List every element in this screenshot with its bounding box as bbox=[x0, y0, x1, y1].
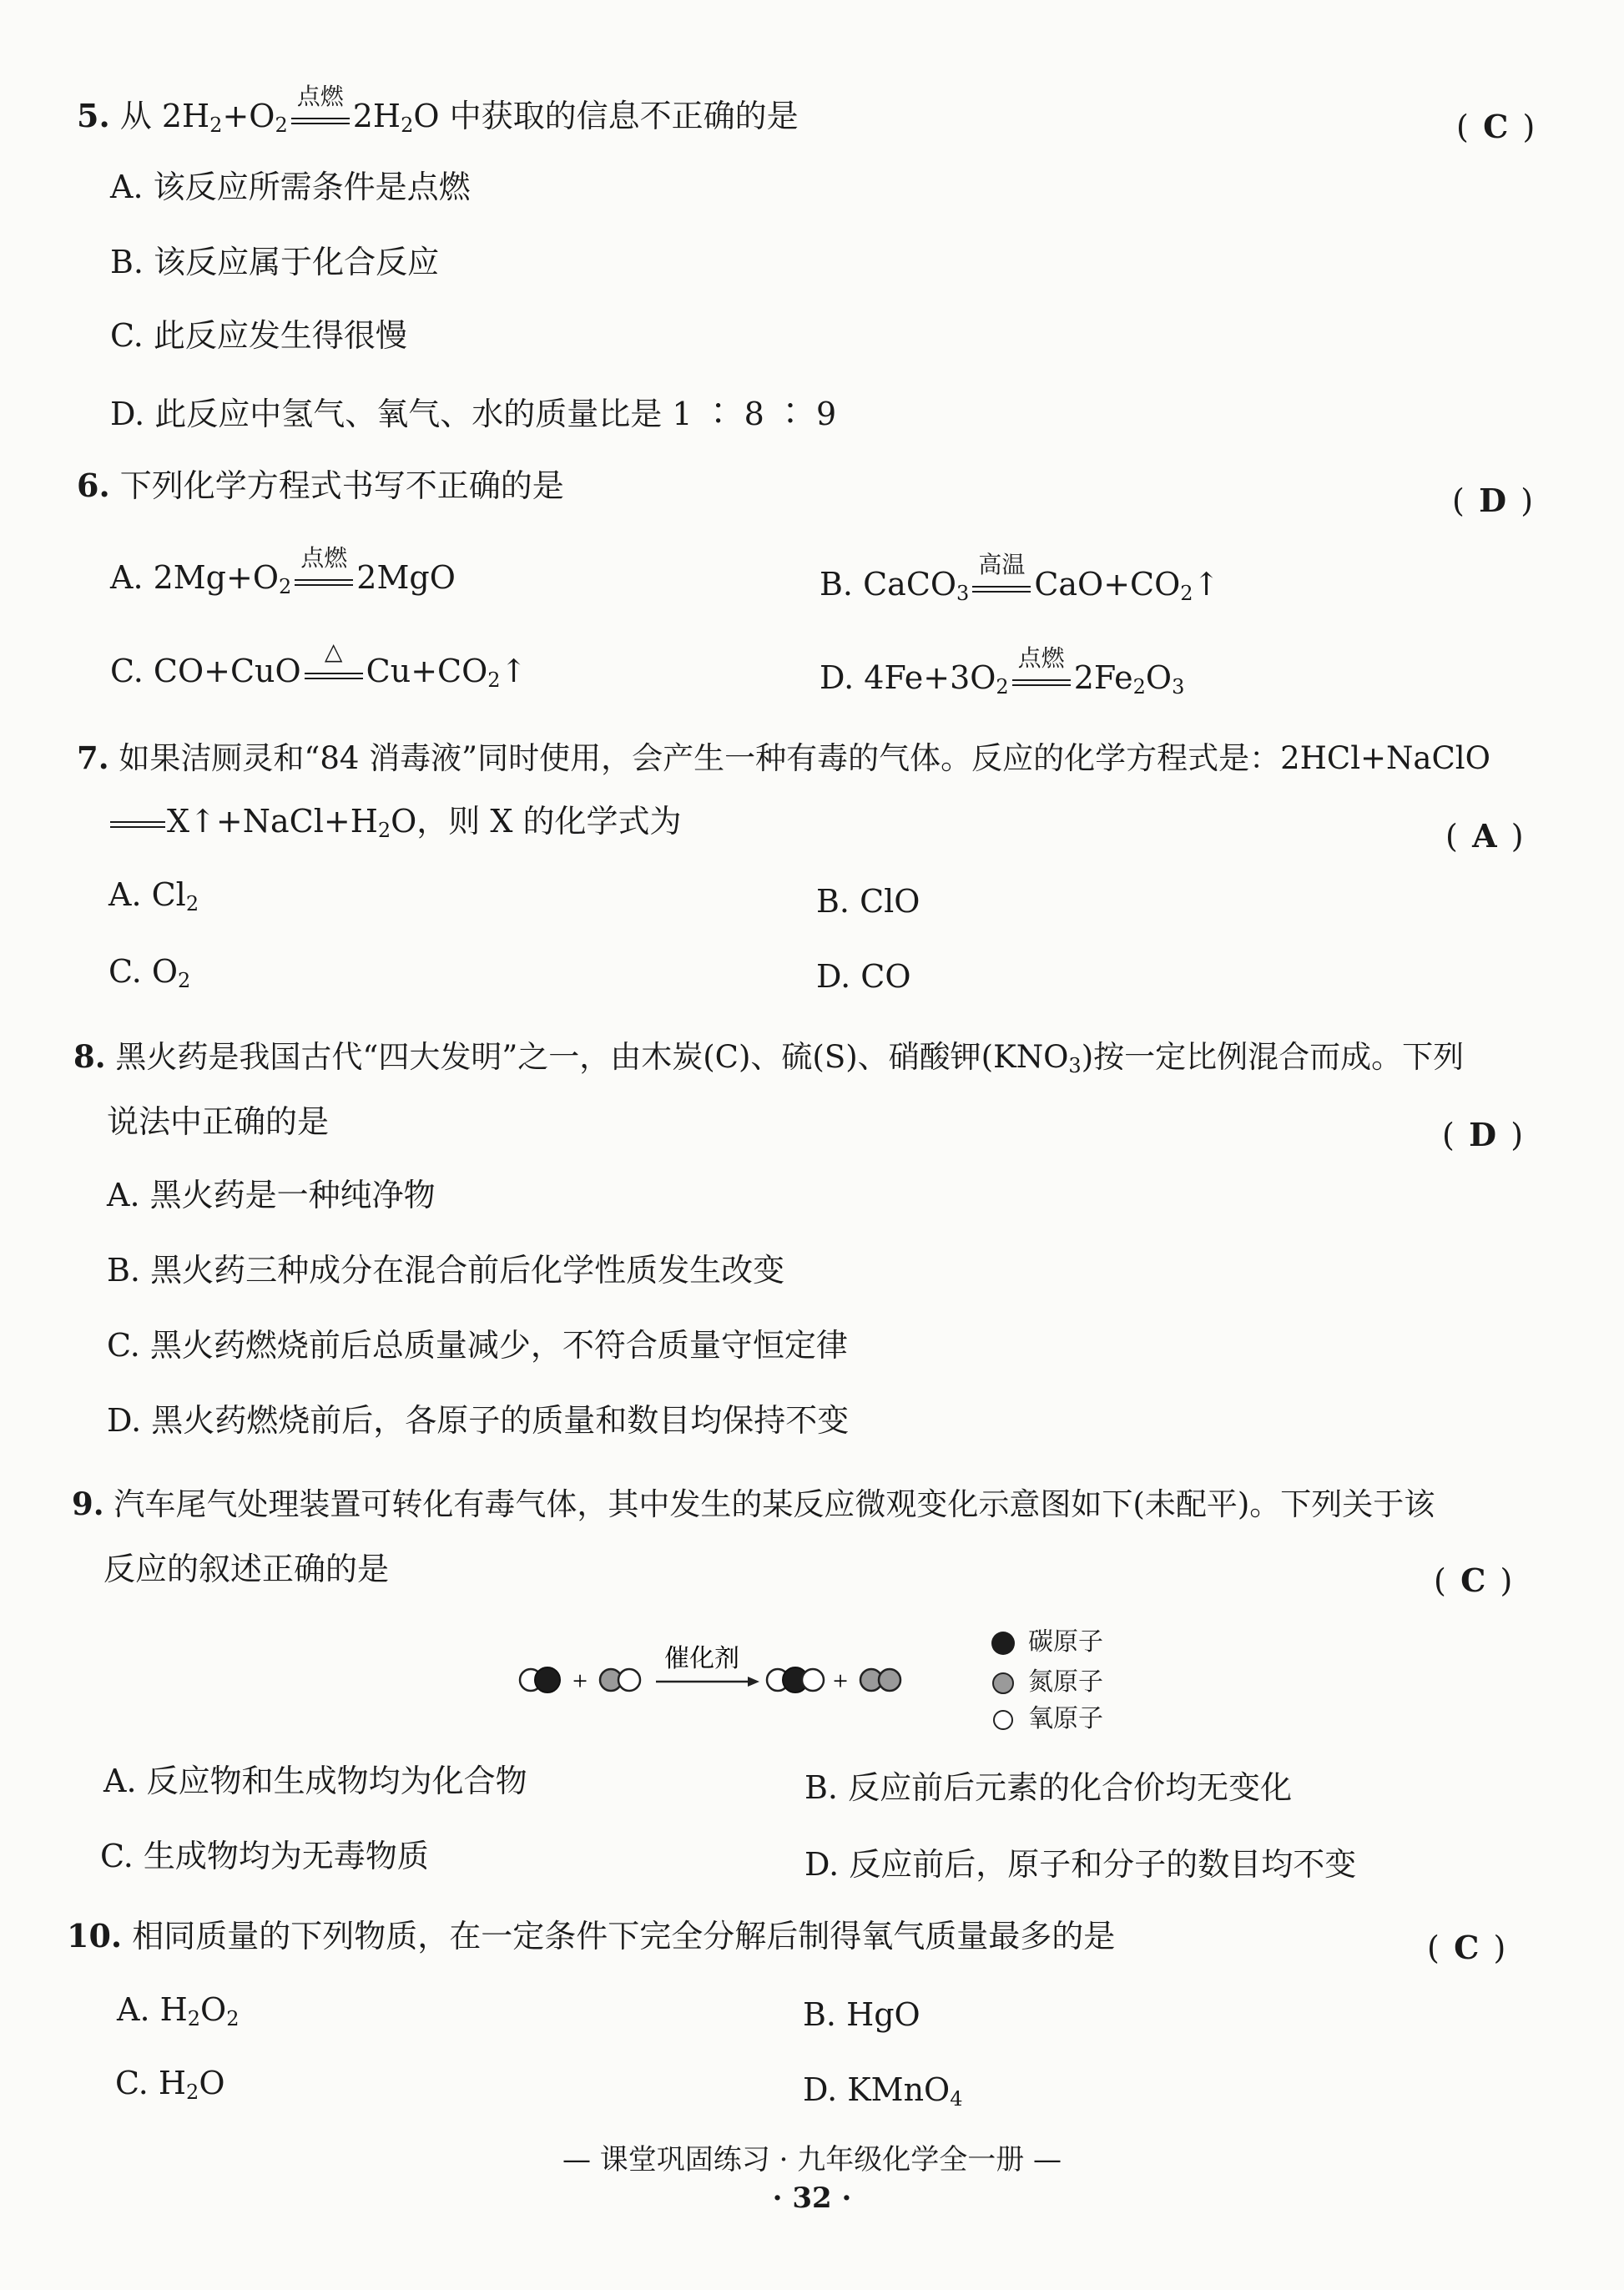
carbon-atom bbox=[535, 1667, 560, 1692]
nitrogen-atom bbox=[879, 1669, 900, 1691]
oxygen-atom bbox=[802, 1669, 824, 1691]
q7-option-c: C. $O_2$ bbox=[108, 953, 191, 992]
q9-stem-line2: 反应的叙述正确的是 bbox=[103, 1551, 390, 1587]
q5-option-c: C. 此反应发生得很慢 bbox=[110, 317, 407, 354]
q8-option-b: B. 黑火药三种成分在混合前后化学性质发生改变 bbox=[107, 1252, 785, 1289]
q5-stem: 5. 从 $2H_2+O_2$ 点燃 $2H_2O$ 中获取的信息不正确的是 bbox=[77, 83, 799, 137]
q5-answer: ( C ) bbox=[1456, 108, 1537, 145]
q8-option-a: A. 黑火药是一种纯净物 bbox=[107, 1177, 436, 1213]
q9-answer: ( C ) bbox=[1434, 1561, 1515, 1599]
legend-oxygen-icon bbox=[994, 1711, 1012, 1729]
arrow-head bbox=[748, 1677, 759, 1687]
molecule-diagram-svg bbox=[517, 1615, 1218, 1748]
q7-stem-line2: $X↑+NaCl+H_2O$，则 X 的化学式为 bbox=[108, 801, 682, 841]
q6-option-b: B. CaCO$_3$ 高温 $CaO+CO_2↑$ bbox=[820, 551, 1220, 605]
legend-carbon-icon bbox=[991, 1632, 1015, 1655]
plus-sign: + bbox=[833, 1666, 849, 1696]
reaction-microscopic-diagram bbox=[517, 1615, 1218, 1748]
legend-nitrogen-icon bbox=[993, 1673, 1013, 1693]
q9-stem-line1: 9. 汽车尾气处理装置可转化有毒气体，其中发生的某反应微观变化示意图如下(未配平)。下列关于该 bbox=[72, 1485, 1435, 1522]
q9-option-b: B. 反应前后元素的化合价均无变化 bbox=[804, 1769, 1293, 1806]
q8-option-d: D. 黑火药燃烧前后，各原子的质量和数目均保持不变 bbox=[107, 1402, 850, 1439]
q10-stem: 10. 相同质量的下列物质，在一定条件下完全分解后制得氧气质量最多的是 bbox=[67, 1917, 1116, 1955]
q6-answer: ( D ) bbox=[1452, 482, 1536, 519]
footer-title: — 课堂巩固练习 · 九年级化学全一册 — bbox=[562, 2143, 1062, 2177]
oxygen-atom bbox=[618, 1669, 640, 1691]
q6-stem: 6. 下列化学方程式书写不正确的是 bbox=[77, 467, 564, 504]
q9-option-d: D. 反应前后，原子和分子的数目均不变 bbox=[804, 1846, 1357, 1883]
q9-option-a: A. 反应物和生成物均为化合物 bbox=[103, 1763, 527, 1799]
q5-option-a: A. 该反应所需条件是点燃 bbox=[110, 169, 471, 205]
q9-option-c: C. 生成物均为无毒物质 bbox=[100, 1838, 429, 1874]
q7-stem-line1: 7. 如果洁厕灵和“84 消毒液”同时使用，会产生一种有毒的气体。反应的化学方程式是：2HCl+NaClO bbox=[77, 739, 1490, 776]
q5-option-d: D. 此反应中氢气、氧气、水的质量比是 1 ∶ 8 ∶ 9 bbox=[110, 396, 837, 432]
legend-carbon-label: 碳原子 bbox=[1028, 1627, 1103, 1657]
q7-option-b: B. ClO bbox=[816, 883, 920, 920]
q6-option-c: C. CO+CuO △ $Cu+CO_2↑$ bbox=[110, 638, 527, 692]
q10-option-c: C. $H_2O$ bbox=[115, 2065, 225, 2104]
q10-option-b: B. HgO bbox=[803, 1996, 920, 2033]
condition-arrow: 点燃 bbox=[290, 96, 351, 136]
q7-option-d: D. CO bbox=[816, 958, 911, 995]
q7-answer: ( A ) bbox=[1445, 817, 1526, 855]
q6-option-a: A. $2Mg+O_2$ 点燃 2MgO bbox=[110, 544, 456, 598]
q6-option-d: D. $4Fe+3O_2$ 点燃 $2Fe_2O_3$ bbox=[820, 644, 1185, 699]
legend-nitrogen-label: 氮原子 bbox=[1028, 1667, 1103, 1697]
q10-option-d: D. KMnO$_4$ bbox=[803, 2071, 963, 2111]
q7-option-a: A. $Cl_2$ bbox=[108, 876, 199, 915]
plus-sign: + bbox=[572, 1666, 588, 1696]
q8-option-c: C. 黑火药燃烧前后总质量减少，不符合质量守恒定律 bbox=[107, 1327, 848, 1364]
legend-oxygen-label: 氧原子 bbox=[1028, 1704, 1103, 1733]
page-number: · 32 · bbox=[772, 2182, 852, 2215]
q10-answer: ( C ) bbox=[1427, 1929, 1508, 1966]
q8-stem-line1: 8. 黑火药是我国古代“四大发明”之一，由木炭(C)、硫(S)、硝酸钾$(KNO_3)$按一定比例混合而成。下列 bbox=[73, 1038, 1465, 1077]
catalyst-label: 催化剂 bbox=[664, 1644, 739, 1673]
q10-option-a: A. $H_2O_2$ bbox=[117, 1991, 240, 2030]
q5-option-b: B. 该反应属于化合反应 bbox=[110, 244, 440, 280]
q8-stem-line2: 说法中正确的是 bbox=[107, 1103, 330, 1140]
q8-answer: ( D ) bbox=[1442, 1116, 1526, 1153]
